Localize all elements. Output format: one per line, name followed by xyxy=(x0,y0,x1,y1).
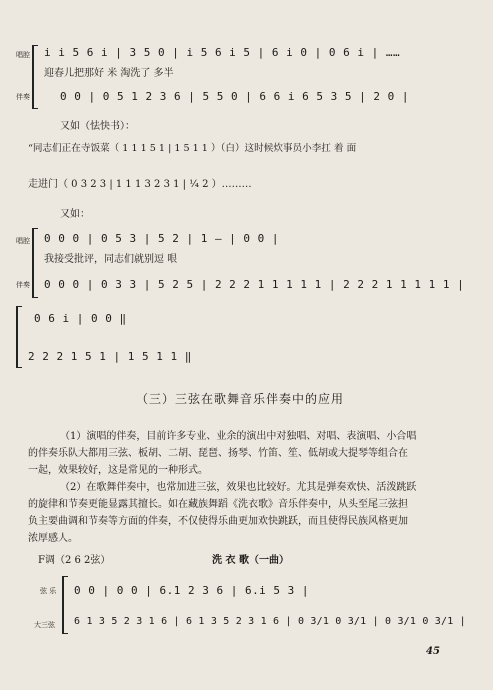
para2-line4: 浓厚感人。 xyxy=(28,533,78,544)
example-line2: 走进门（ 0 3 2 3 | 1 1 1 3 2 3 1 | ¹⁄₄ 2 ）……… xyxy=(28,179,252,190)
score2-voice-notes: 0 0 0 | 0 5 3 | 5 2 | 1 — | 0 0 | xyxy=(44,232,280,245)
para2-line3: 负主要曲调和节奏等方面的伴奏，不仅使得乐曲更加欢快跳跃，而且使得民族风格更加 xyxy=(28,516,408,527)
score4-label-sanxian: 大三弦 xyxy=(34,621,55,629)
score3-brace xyxy=(16,306,22,368)
para1-line1: （1）演唱的伴奏，目前许多专业、业余的演出中对独唱、对唱、表演唱、小合唱 xyxy=(60,431,417,442)
section-heading: （三）三弦在歌舞音乐伴奏中的应用 xyxy=(136,392,345,406)
example-line1: “同志们正在寺饭菜（ 1 1 1 5 1 | 1 5 1 1 ）（白）这时候炊事员小李扛 着 面 xyxy=(28,143,357,154)
score4-line1: 0 0 | 0 0 | 6.1 2 3 6 | 6.i 5 3 | xyxy=(74,584,310,597)
song-key: F调（2 6 2弦） xyxy=(38,555,111,566)
score2-accomp-label: 伴奏 xyxy=(16,281,30,289)
score1-accomp-label: 伴奏 xyxy=(16,93,30,101)
score1-voice-notes: i i 5 6 i | 3 5 0 | i 5 6 i 5 | 6 i 0 | 0 6 i | …… xyxy=(44,46,401,59)
example-intro2: 又如： xyxy=(60,209,90,220)
score1-lyrics: 迎春儿把那好 米 淘洗了 多半 xyxy=(44,68,174,79)
song-title: 洗 衣 歌（一曲） xyxy=(212,555,289,566)
score4-label-strings: 弦 乐 xyxy=(40,587,57,595)
score1-brace xyxy=(32,45,38,109)
example-intro: 又如（怯快书）： xyxy=(60,121,135,132)
score2-voice-label: 唱腔 xyxy=(16,237,30,245)
para2-line2: 的旋律和节奏更能显露其擅长。如在藏族舞蹈《洗衣歌》音乐伴奏中，从头至尾三弦担 xyxy=(28,499,408,510)
score4-brace xyxy=(62,576,68,634)
score2-lyrics: 我接受批评，同志们就别逗 哏 xyxy=(44,254,178,265)
score3-line2: 2 2 2 1 5 1 | 1 5 1 1 ‖ xyxy=(28,350,192,363)
para1-line3: 一起，效果较好，这是常见的一种形式。 xyxy=(28,465,208,476)
score2-brace xyxy=(32,228,38,298)
score2-accomp-notes: 0 0 0 | 0 3 3 | 5 2 5 | 2 2 2 1 1 1 1 1 | 2 2 2 1 1 1 1 1 | xyxy=(44,278,465,291)
page-number: 45 xyxy=(426,646,440,657)
score1-accomp-notes: 0 0 | 0 5 1 2 3 6 | 5 5 0 | 6 6 i 6 5 3 5 | 2 0 | xyxy=(60,90,410,103)
para1-line2: 的伴奏乐队大都用三弦、板胡、二胡、琵琶、扬琴、竹笛、笙、低胡或大提琴等组合在 xyxy=(28,448,408,459)
score4-line2: 6 1 3 5 2 3 1 6 | 6 1 3 5 2 3 1 6 | 0 3/1 0 3/1 | 0 3/1 0 3/1 | xyxy=(74,616,466,627)
score3-line1: 0 6 i | 0 0 ‖ xyxy=(34,312,127,325)
score1-voice-label: 唱腔 xyxy=(16,51,30,59)
para2-line1: （2）在歌舞伴奏中，也常加进三弦，效果也比较好。尤其是弹奏欢快、活泼跳跃 xyxy=(60,482,417,493)
